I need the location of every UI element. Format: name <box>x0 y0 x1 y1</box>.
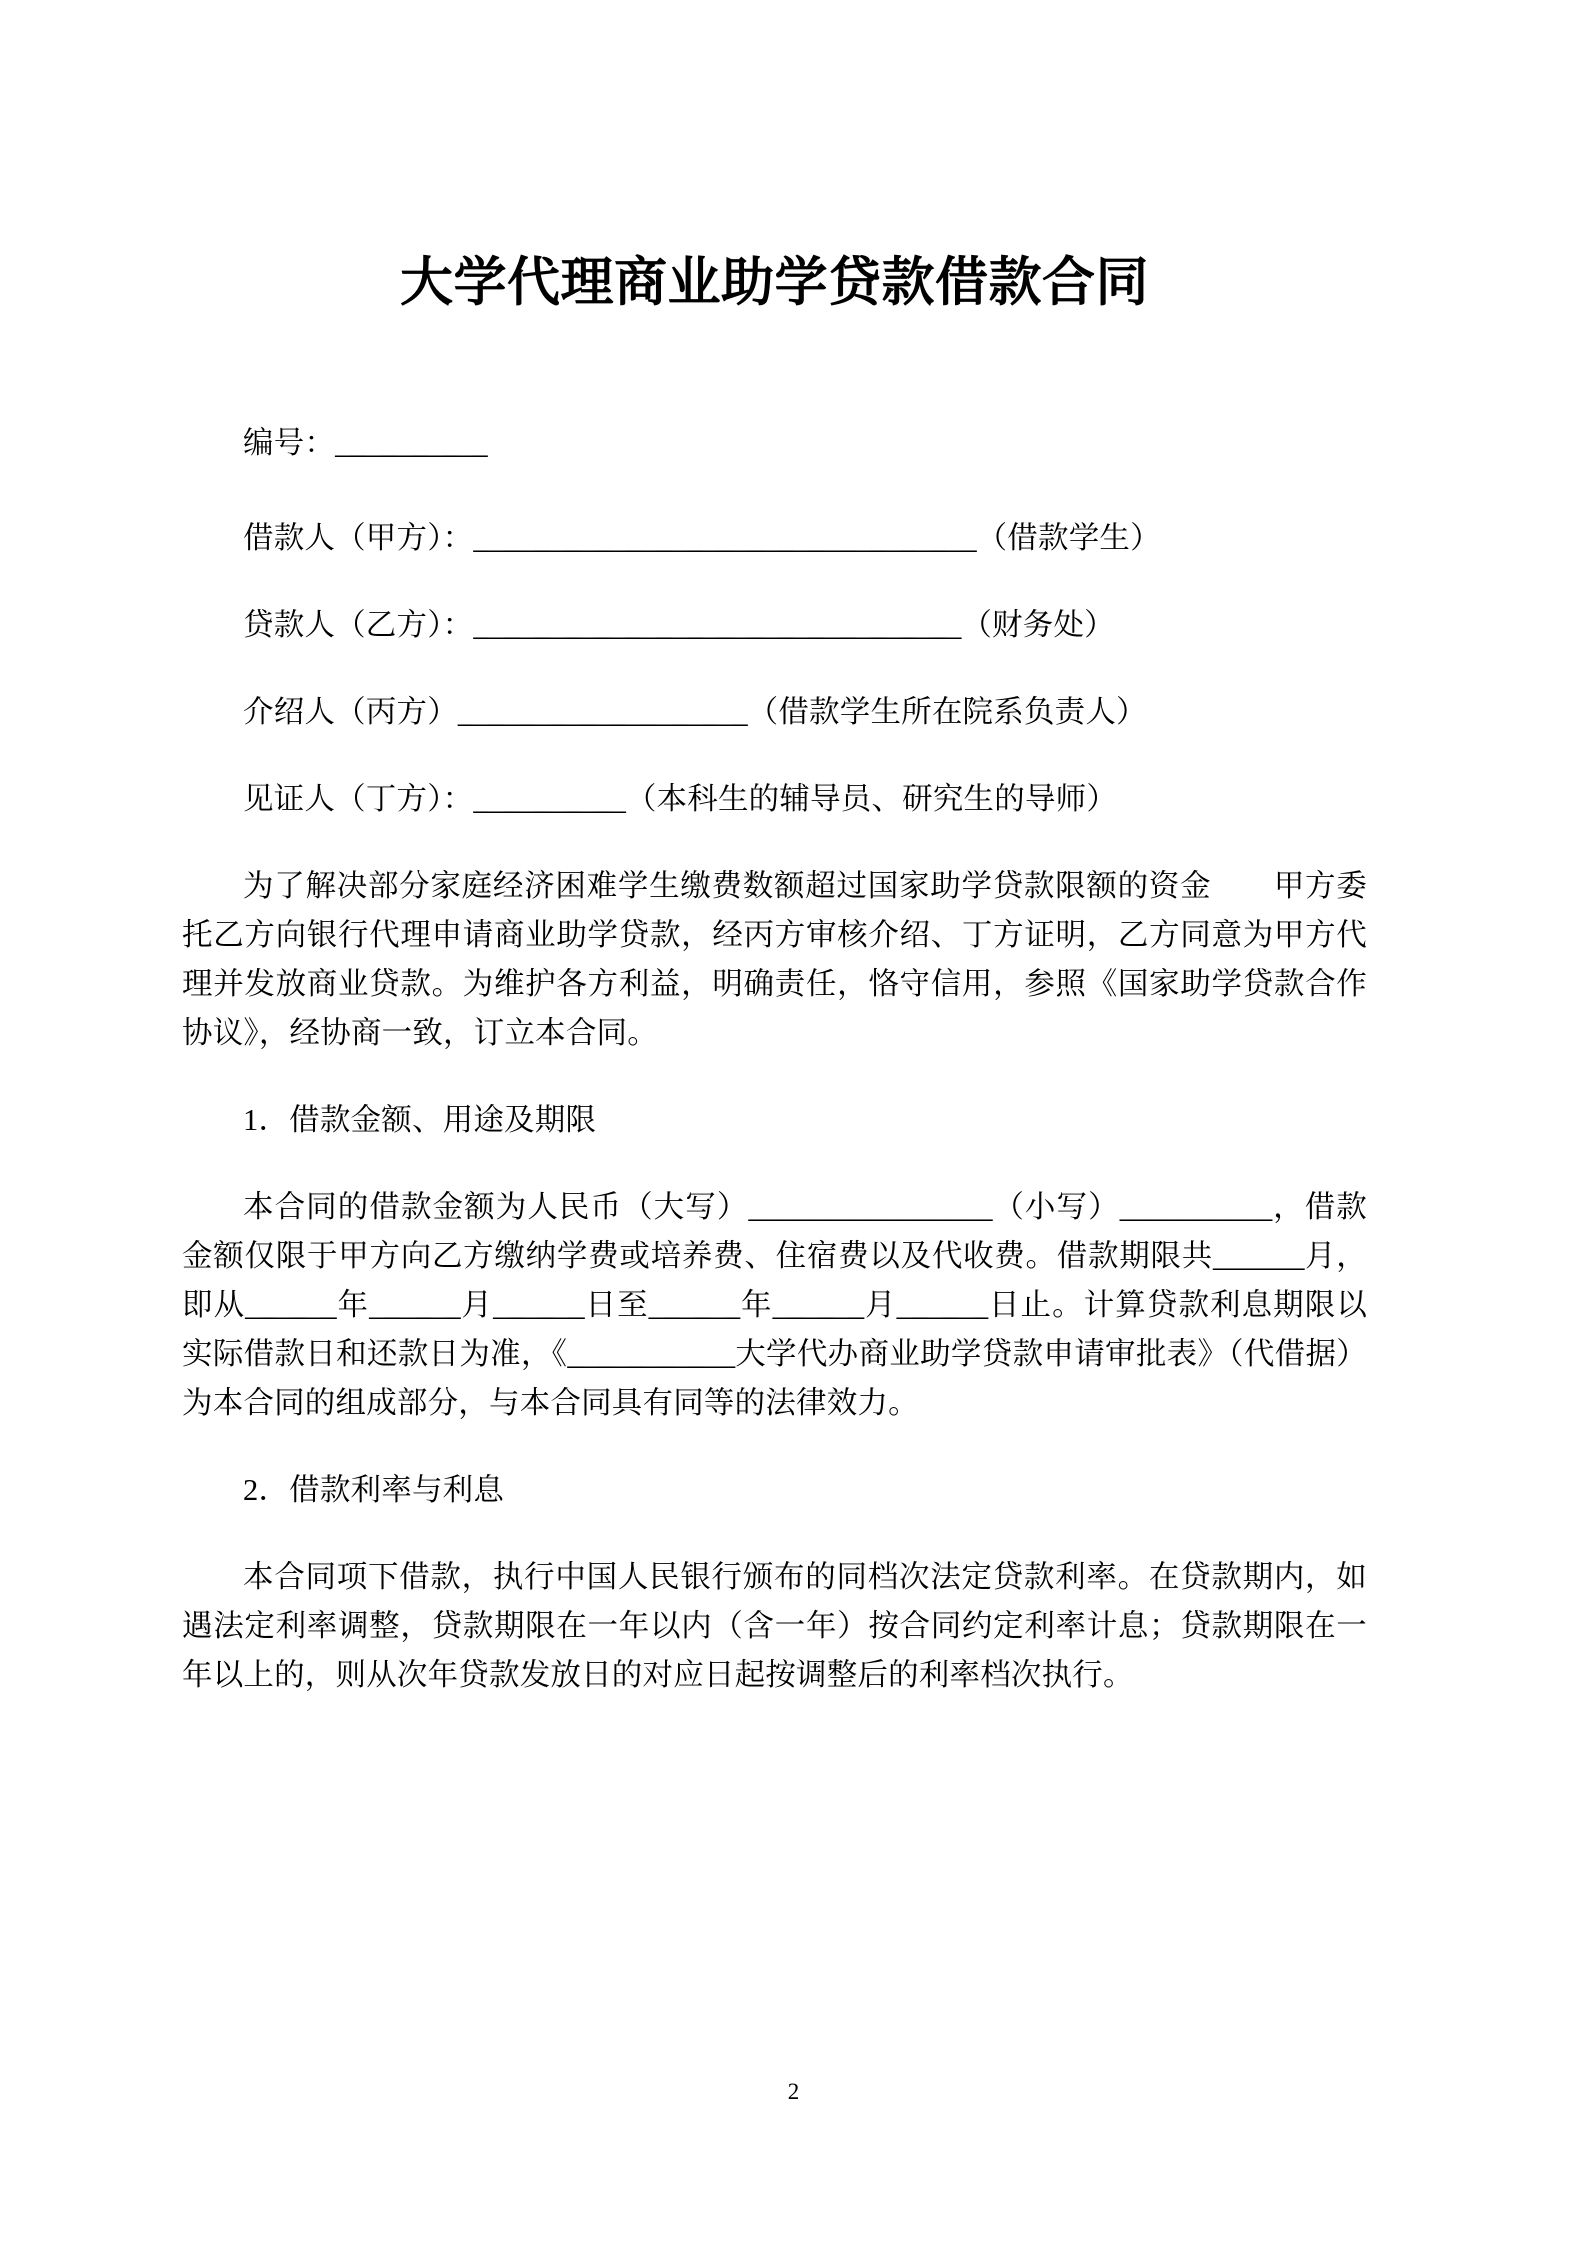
s1-text-7: 日至 <box>584 1288 649 1323</box>
field-borrower-party-a <box>182 514 1367 563</box>
spacer <box>182 1515 1367 1553</box>
field-label-lender: 贷款人（乙方）： <box>243 608 474 643</box>
s1-blank-start-year[interactable]: ______ <box>245 1288 337 1323</box>
document-content <box>182 0 1367 1700</box>
preamble-paragraph: 为了解决部分家庭经济困难学生缴费数额超过国家助学贷款限额的资金 甲方委托乙方向银行代理申请商业助学贷款，经丙方审核介绍、丁方证明，乙方同意为甲方代理并发放商业贷款。为维护各方利益，明确责任，恪守信用，参照《国家助学贷款合作协议》，经协商一致，订立本合同。 <box>182 869 1367 1051</box>
s1-text-1: 本合同的借款金额为人民币（大写） <box>243 1190 749 1225</box>
spacer <box>182 737 1367 775</box>
spacer <box>182 563 1367 601</box>
spacer <box>182 468 1367 514</box>
section-2-body: 本合同项下借款，执行中国人民银行颁布的同档次法定贷款利率。在贷款期内，如遇法定利率调整，贷款期限在一年以内（含一年）按合同约定利率计息；贷款期限在一年以上的，则从次年贷款发放日的对应日起按调整后的利率档次执行。 <box>182 1560 1367 1693</box>
s1-blank-end-year[interactable]: ______ <box>648 1288 741 1323</box>
field-suffix-witness: （本科生的辅导员、研究生的导师） <box>625 782 1118 817</box>
page-number: 2 <box>787 2079 800 2104</box>
field-blank-borrower[interactable]: _________________________________ <box>473 521 977 556</box>
s1-text-10: 日止。计算贷款利息期限以实际借款日和还款日为准，《 <box>182 1288 1368 1372</box>
s1-blank-term-months[interactable]: ______ <box>1213 1239 1305 1274</box>
field-blank-witness[interactable]: __________ <box>473 782 626 817</box>
page-title: 大学代理商业助学贷款借款合同 <box>400 252 1149 313</box>
s1-text-5: 年 <box>336 1288 370 1323</box>
spacer <box>182 1428 1367 1466</box>
field-label-contract-number: 编号： <box>243 426 336 461</box>
s1-blank-start-month[interactable]: ______ <box>369 1288 461 1323</box>
s1-text-2: （小写） <box>992 1190 1120 1225</box>
field-suffix-lender: （财务处） <box>961 608 1115 643</box>
field-label-introducer: 介绍人（丙方） <box>243 695 458 730</box>
s1-blank-amount-figures[interactable]: __________ <box>1119 1190 1273 1225</box>
s1-blank-university-name[interactable]: ___________ <box>567 1337 736 1372</box>
spacer <box>182 824 1367 862</box>
field-suffix-introducer: （借款学生所在院系负责人） <box>747 695 1147 730</box>
s1-text-6: 月 <box>460 1288 494 1323</box>
section-1-body <box>182 1183 1367 1428</box>
field-label-witness: 见证人（丁方）： <box>243 782 474 817</box>
spacer <box>182 1145 1367 1183</box>
spacer <box>182 1058 1367 1096</box>
field-blank-contract-number[interactable]: __________ <box>335 426 488 461</box>
s1-text-8: 年 <box>740 1288 773 1323</box>
field-suffix-borrower: （借款学生） <box>976 521 1161 556</box>
section-1-heading: 1．借款金额、用途及期限 <box>243 1103 597 1138</box>
s1-text-4: 月，即从 <box>182 1239 1367 1323</box>
field-lender-party-b <box>182 601 1367 650</box>
field-blank-lender[interactable]: ________________________________ <box>473 608 962 643</box>
field-label-borrower: 借款人（甲方）： <box>243 521 474 556</box>
section-2-heading: 2．借款利率与利息 <box>243 1473 505 1508</box>
field-witness-party-d <box>182 775 1367 824</box>
spacer <box>182 650 1367 688</box>
s1-blank-amount-words[interactable]: ________________ <box>748 1190 993 1225</box>
s1-blank-end-day[interactable]: ______ <box>896 1288 989 1323</box>
s1-text-3: ，借款金额仅限于甲方向乙方缴纳学费或培养费、住宿费以及代收费。借款期限共 <box>182 1190 1367 1274</box>
s1-blank-end-month[interactable]: ______ <box>772 1288 865 1323</box>
s1-text-11: 大学代办商业助学贷款申请审批表》（代借据）为本合同的组成部分，与本合同具有同等的法律效力。 <box>182 1337 1367 1421</box>
field-blank-introducer[interactable]: ___________________ <box>457 695 748 730</box>
s1-text-9: 月 <box>864 1288 897 1323</box>
s1-blank-start-day[interactable]: ______ <box>493 1288 585 1323</box>
field-contract-number <box>182 316 1367 468</box>
field-introducer-party-c <box>182 688 1367 737</box>
